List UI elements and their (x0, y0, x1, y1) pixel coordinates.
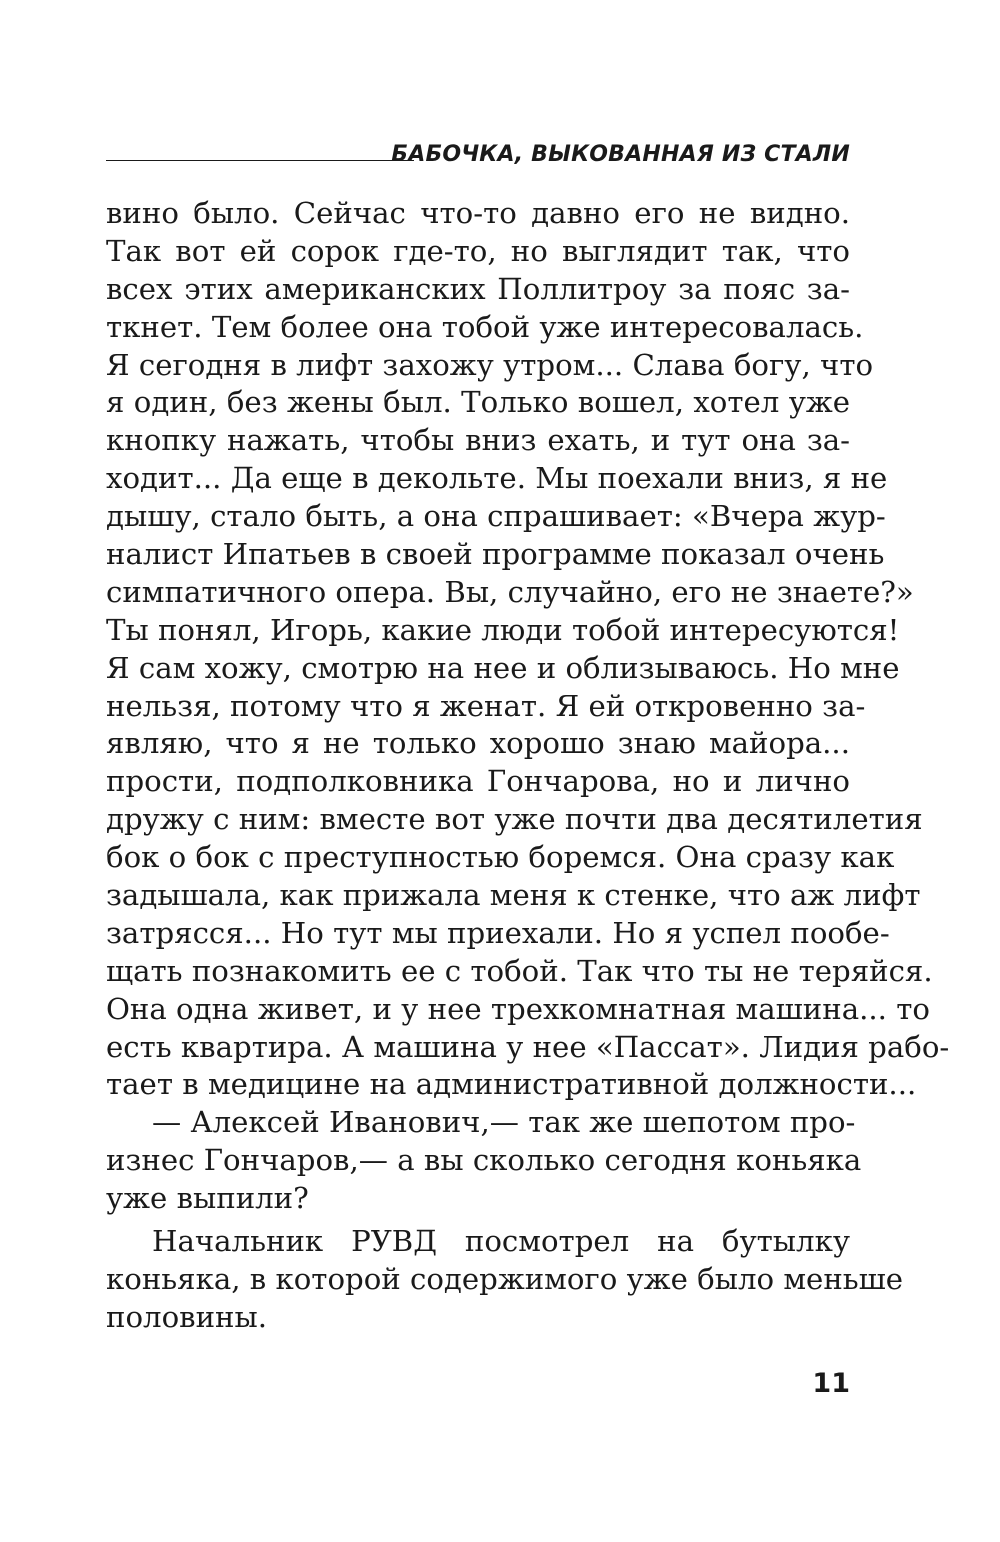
text-line: тает в медицине на административной должности... (106, 1067, 917, 1102)
text-line: всех этих американских Поллитроу за пояс за- (106, 271, 850, 306)
text-line: задышала, как прижала меня к стенке, что аж лифт (106, 878, 921, 913)
text-line: я один, без жены был. Только вошел, хотел уже (106, 385, 850, 420)
text-line: кнопку нажать, чтобы вниз ехать, и тут она за- (106, 423, 850, 458)
text-line: Так вот ей сорок где-то, но выглядит так, что (106, 233, 850, 268)
text-line: бок о бок с преступностью боремся. Она сразу как (106, 840, 895, 875)
text-line: нельзя, потому что я женат. Я ей откровенно за- (106, 688, 866, 723)
text-line: ходит... Да еще в декольте. Мы поехали вниз, я не (106, 461, 888, 496)
text-line: дружу с ним: вместе вот уже почти два десятилетия (106, 802, 923, 837)
page-number: 11 (812, 1368, 850, 1399)
text-line: щать познакомить ее с тобой. Так что ты не теряйся. (106, 953, 933, 988)
text-line: Я сам хожу, смотрю на нее и облизываюсь. Но мне (106, 650, 900, 685)
body-text (106, 195, 950, 1337)
text-line: Я сегодня в лифт захожу утром... Слава богу, что (106, 347, 874, 382)
text-line: есть квартира. А машина у нее «Пассат». Лидия рабо- (106, 1029, 950, 1064)
text-line: дышу, стало быть, а она спрашивает: «Вчера жур- (106, 499, 886, 534)
text-line: симпатичного опера. Вы, случайно, его не знаете?» (106, 574, 914, 609)
header-rule (106, 160, 414, 161)
text-line: налист Ипатьев в своей программе показал очень (106, 537, 885, 572)
text-line: вино было. Сейчас что-то давно его не видно. (106, 196, 850, 230)
text-line: — Алексей Иванович,— так же шепотом про- (152, 1105, 856, 1140)
text-line: прости, подполковника Гончарова, но и лично (106, 764, 850, 799)
text-line: уже выпили? (106, 1181, 309, 1216)
running-head (106, 142, 850, 172)
text-line: изнес Гончаров,— а вы сколько сегодня коньяка (106, 1143, 862, 1178)
book-title: БАБОЧКА, ВЫКОВАННАЯ ИЗ СТАЛИ (391, 142, 850, 167)
text-line: коньяка, в которой содержимого уже было меньше (106, 1261, 904, 1296)
text-line: Ты понял, Игорь, какие люди тобой интересуются! (106, 612, 900, 647)
text-line: ткнет. Тем более она тобой уже интересовалась. (106, 309, 864, 344)
text-line: Начальник РУВД посмотрел на бутылку (152, 1224, 850, 1259)
text-line: Она одна живет, и у нее трехкомнатная машина... то (106, 991, 930, 1026)
text-line: являю, что я не только хорошо знаю майора... (106, 726, 850, 761)
text-line: половины. (106, 1299, 267, 1334)
text-line: затрясся... Но тут мы приехали. Но я успел пообе- (106, 915, 890, 950)
